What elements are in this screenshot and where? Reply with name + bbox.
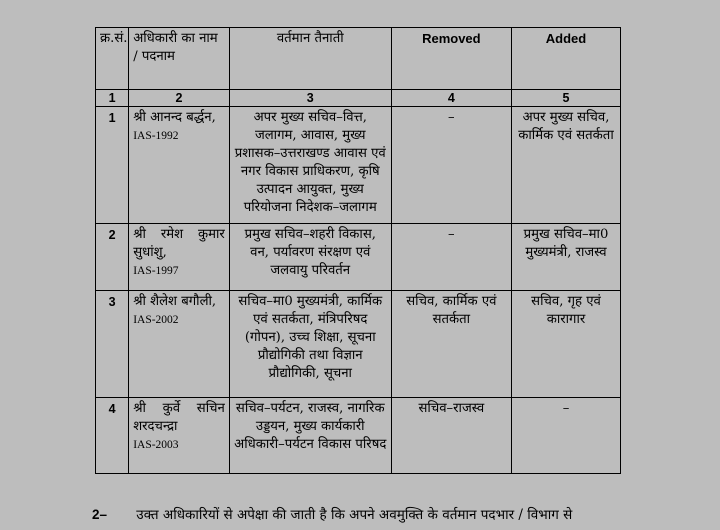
serial-cell: 2 [96, 224, 129, 291]
officer-service: IAS-2003 [133, 439, 179, 451]
table-row [96, 291, 621, 398]
added-cell: अपर मुख्य सचिव, कार्मिक एवं सतर्कता [512, 107, 621, 224]
table-row [96, 224, 621, 291]
column-number: 1 [96, 90, 129, 107]
column-number: 3 [229, 90, 391, 107]
paragraph-2 [92, 505, 632, 525]
added-cell: सचिव, गृह एवं कारागार [512, 291, 621, 398]
officer-service: IAS-2002 [133, 314, 179, 326]
header-current-posting: वर्तमान तैनाती [229, 28, 391, 90]
added-cell: – [512, 398, 621, 474]
officer-service: IAS-1992 [133, 130, 179, 142]
column-number: 5 [512, 90, 621, 107]
removed-cell: सचिव, कार्मिक एवं सतर्कता [391, 291, 511, 398]
serial-cell: 1 [96, 107, 129, 224]
officer-cell [129, 398, 230, 474]
officer-name: श्री कुर्वे सचिन शरदचन्द्रा [133, 401, 225, 434]
header-removed: Removed [391, 28, 511, 90]
removed-cell: – [391, 107, 511, 224]
column-number: 2 [129, 90, 230, 107]
officer-cell [129, 224, 230, 291]
serial-cell: 3 [96, 291, 129, 398]
serial-cell: 4 [96, 398, 129, 474]
officer-cell [129, 291, 230, 398]
current-posting-cell: प्रमुख सचिव–शहरी विकास, वन, पर्यावरण संरक्षण एवं जलवायु परिवर्तन [229, 224, 391, 291]
current-posting-cell: सचिव–पर्यटन, राजस्व, नागरिक उड्डयन, मुख्य कार्यकारी अधिकारी–पर्यटन विकास परिषद [229, 398, 391, 474]
table-row [96, 107, 621, 224]
officer-name: श्री आनन्द बर्द्धन, [133, 110, 216, 125]
officer-name: श्री शैलेश बगौली, [133, 294, 217, 309]
column-number: 4 [391, 90, 511, 107]
header-officer: अधिकारी का नाम / पदनाम [129, 28, 230, 90]
officer-cell [129, 107, 230, 224]
header-serial: क्र.सं. [96, 28, 129, 90]
officer-name: श्री रमेश कुमार सुधांशु, [133, 227, 225, 260]
header-row [96, 28, 621, 90]
header-added: Added [512, 28, 621, 90]
officer-service: IAS-1997 [133, 265, 179, 277]
table-row [96, 398, 621, 474]
posting-table [95, 27, 621, 474]
removed-cell: – [391, 224, 511, 291]
current-posting-cell: सचिव–मा0 मुख्यमंत्री, कार्मिक एवं सतर्कता, मंत्रिपरिषद (गोपन), उच्च शिक्षा, सूचना प्रौद्योगिकी तथा विज्ञान प्रौद्योगिकी, सूचना [229, 291, 391, 398]
removed-cell: सचिव–राजस्व [391, 398, 511, 474]
paragraph-text: उक्त अधिकारियों से अपेक्षा की जाती है कि अपने अवमुक्ति के वर्तमान पदभार / विभाग से [136, 507, 573, 523]
column-number-row [96, 90, 621, 107]
current-posting-cell: अपर मुख्य सचिव–वित्त, जलागम, आवास, मुख्य प्रशासक–उत्तराखण्ड आवास एवं नगर विकास प्राधिकरण, कृषि उत्पादन आयुक्त, मुख्य परियोजना निदेशक–जलागम [229, 107, 391, 224]
added-cell: प्रमुख सचिव–मा0 मुख्यमंत्री, राजस्व [512, 224, 621, 291]
paragraph-number: 2– [92, 507, 108, 522]
